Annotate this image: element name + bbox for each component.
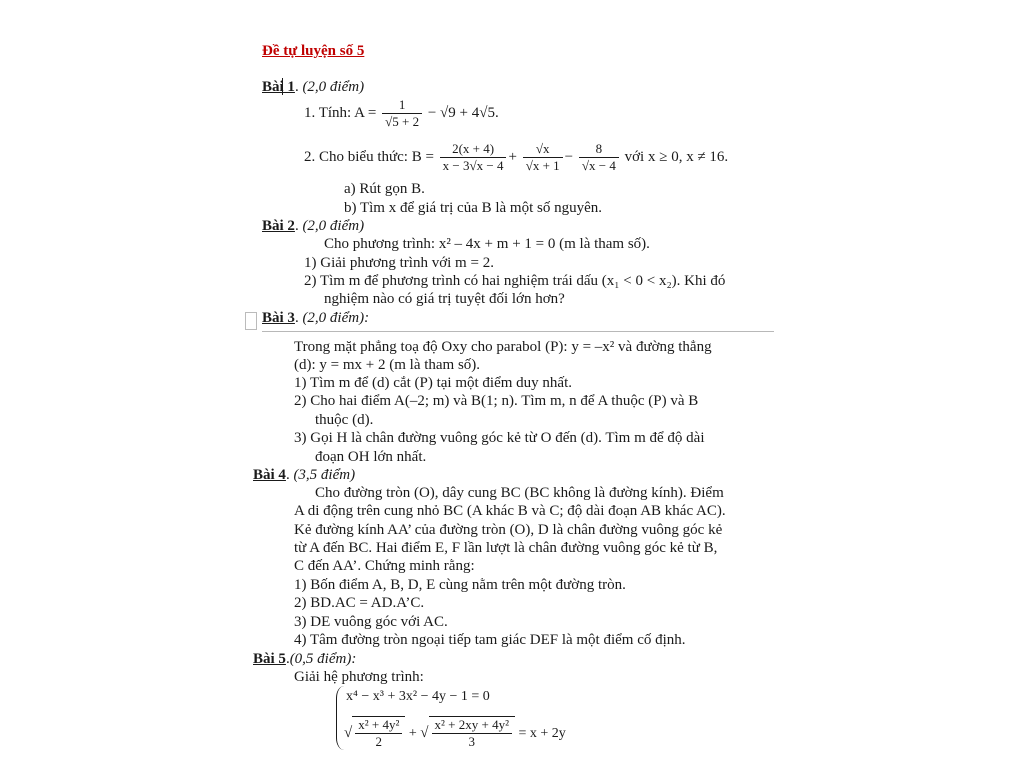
bai1-q2: 2. Cho biểu thức: B = $\frac{2(x + 4)}{x - 3√x - 4}$ + $\frac{√x}{√x + 1}$ − $\frac{8}{√x - 4}$ với x ≥ 0, x ≠ 16. [304, 141, 729, 174]
bai5-eq1: x⁴ − x³ + 3x² − 4y − 1 = 0 [346, 689, 490, 704]
bai1-q2-frac2 [523, 141, 563, 174]
bai1-q2-prefix: 2. Cho biểu thức: B = [304, 149, 434, 165]
bai1-q2-tail: với x ≥ 0, x ≠ 16. [624, 149, 729, 165]
bai3-item2b: thuộc (d). [315, 412, 374, 428]
bai1-q1-prefix: 1. Tính: A = [304, 105, 377, 121]
bai3-item3a: 3) Gọi H là chân đường vuông góc kẻ từ O đến (d). Tìm m để độ dài [294, 430, 705, 446]
bai4-item1: 1) Bốn điểm A, B, D, E cùng nằm trên một đường tròn. [294, 577, 626, 593]
bai1-q1-fraction [382, 97, 422, 130]
bai1-q1-num: 1 [398, 97, 406, 113]
page-separator [262, 331, 774, 332]
bai5-eq2-frac1 [355, 717, 402, 750]
bai1-b: b) Tìm x để giá trị của B là một số nguyên. [344, 200, 603, 216]
bai4-p1: Cho đường tròn (O), dây cung BC (BC không là đường kính). Điểm [315, 485, 724, 501]
bai2-label: Bài 2 [262, 218, 295, 234]
bai1-q2-f3-num: 8 [595, 141, 603, 157]
bai4-item4: 4) Tâm đường tròn ngoại tiếp tam giác DEF là một điểm cố định. [294, 632, 686, 648]
bai4-p3: Kẻ đường kính AA’ của đường tròn (O), D là chân đường vuông góc kẻ [294, 522, 723, 538]
bai3-item2a: 2) Cho hai điểm A(–2; m) và B(1; n). Tìm m, n để A thuộc (P) và B [294, 393, 699, 409]
bai5-eq2-f2-den: 3 [432, 733, 512, 750]
bai5-eq2-plus: + [408, 726, 417, 741]
bai5-sqrt2 [429, 716, 515, 750]
sqrt2-icon: √ [420, 725, 429, 741]
bai3-points: (2,0 điểm): [302, 310, 370, 326]
bai2-item2a: 2) Tìm m để phương trình có hai nghiệm trái dấu (x₁ < 0 < x₂). Khi đó [304, 273, 726, 289]
bai1-q1-den: √5 + 2 [382, 113, 422, 130]
bai4-label: Bài 4 [253, 467, 286, 483]
bai4-heading: Bài 4. (3,5 điểm) [253, 467, 356, 483]
bai1-heading: Bài 1. (2,0 điểm) [262, 79, 365, 95]
bai5-heading: Bài 5.(0,5 điểm): [253, 651, 357, 667]
bai3-label: Bài 3 [262, 310, 295, 326]
bai4-p2: A di động trên cung nhỏ BC (A khác B và C; độ dài đoạn AB khác AC). [294, 503, 726, 519]
bai4-p5: C đến AA’. Chứng minh rằng: [294, 558, 475, 574]
bai5-eq2 [344, 714, 566, 753]
doc-title: Đề tự luyện số 5 [262, 43, 365, 59]
bai2-heading: Bài 2. (2,0 điểm) [262, 218, 365, 234]
bai2-item2b: nghiệm nào có giá trị tuyệt đối lớn hơn? [324, 291, 565, 307]
bai4-p4: từ A đến BC. Hai điểm E, F lần lượt là chân đường vuông góc kẻ từ B, [294, 540, 718, 556]
bai5-points: (0,5 điểm): [289, 651, 357, 667]
bai1-label: Bài 1 [262, 79, 295, 95]
bai5-sqrt1 [352, 716, 405, 750]
bai1-q2-f2-num: √x [535, 141, 550, 157]
bai1-q1-tail: − √9 + 4√5. [427, 105, 499, 121]
bai1-q2-f3-den: √x − 4 [579, 157, 619, 174]
bai5-label: Bài 5 [253, 651, 286, 667]
margin-marker [245, 312, 257, 330]
bai5-eq2-f1-num: x² + 4y² [358, 717, 400, 733]
bai4-item3: 3) DE vuông góc với AC. [294, 614, 448, 630]
bai4-item2: 2) BD.AC = AD.A’C. [294, 595, 425, 611]
bai1-q2-frac3 [579, 141, 619, 174]
bai5-eq2-f1-den: 2 [355, 733, 402, 750]
bai5-eq2-frac2 [432, 717, 512, 750]
bai1-q2-f1-num: 2(x + 4) [452, 141, 495, 157]
bai3-heading: Bài 3. (2,0 điểm): [262, 310, 370, 326]
bai3-intro-a: Trong mặt phẳng toạ độ Oxy cho parabol (P): y = –x² và đường thẳng [294, 339, 712, 355]
bai5-eq2-f2-num: x² + 2xy + 4y² [434, 717, 509, 733]
bai2-points: (2,0 điểm) [302, 218, 365, 234]
bai2-intro: Cho phương trình: x² – 4x + m + 1 = 0 (m là tham số). [324, 236, 650, 252]
bai1-q2-f1-den: x − 3√x − 4 [440, 157, 507, 174]
bai5-intro: Giải hệ phương trình: [294, 669, 424, 685]
bai3-item1: 1) Tìm m để (d) cắt (P) tại một điểm duy nhất. [294, 375, 572, 391]
bai1-a: a) Rút gọn B. [344, 181, 425, 197]
bai1-q2-frac1 [440, 141, 507, 174]
bai3-item3b: đoạn OH lớn nhất. [315, 449, 427, 465]
bai5-eq2-tail: = x + 2y [518, 726, 566, 741]
sqrt1-icon: √ [344, 725, 353, 741]
bai1-q1 [304, 96, 499, 130]
bai2-item1: 1) Giải phương trình với m = 2. [304, 255, 494, 271]
bai3-intro-b: (d): y = mx + 2 (m là tham số). [294, 357, 481, 373]
bai4-points: (3,5 điểm) [293, 467, 356, 483]
bai1-points: (2,0 điểm) [302, 79, 365, 95]
bai1-q2-f2-den: √x + 1 [523, 157, 563, 174]
